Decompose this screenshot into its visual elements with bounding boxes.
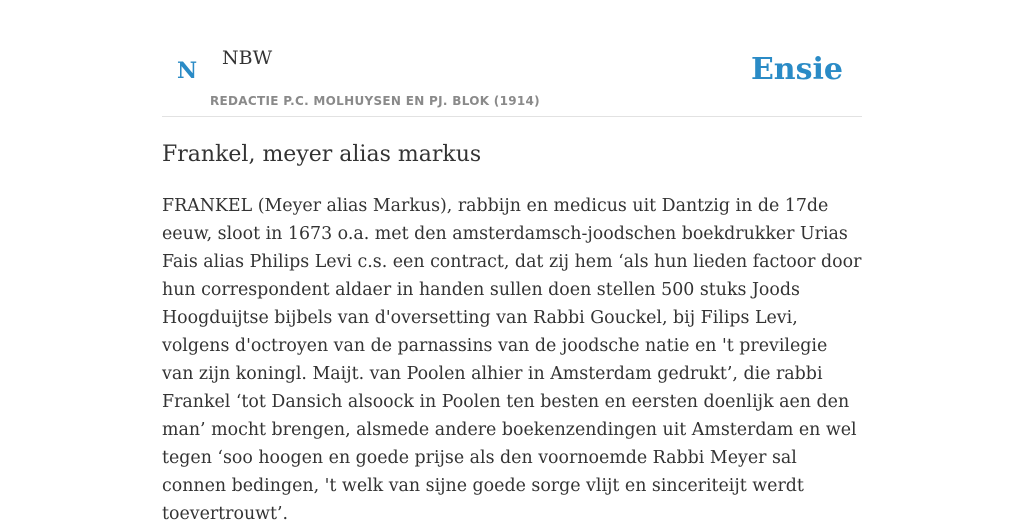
brand-logo[interactable]: Ensie (750, 52, 843, 87)
article-body: FRANKEL (Meyer alias Markus), rabbijn en medicus uit Dantzig in de 17de eeuw, sloot in 1673 o.a. met den amsterdamsch-joodschen boekdrukker Urias Fais alias Philips Levi c.s. een contract, dat zij hem ‘als hun lieden factoor door hun correspondent aldaer in handen sullen doen stellen 500 stuks Joods Hoogduijtse bijbels van d'oversetting van Rabbi Gouckel, bij Filips Levi, volgens d'octroyen van de parnassins van de joodsche natie en 't previlegie van zijn koningl. Maijt. van Poolen alhier in Amsterdam gedrukt’, die rabbi Frankel ‘tot Dansich alsoock in Poolen ten besten en eersten doenlijk aen den man’ mocht brengen, alsmede andere boekenzendingen uit Amsterdam en wel tegen ‘soo hoogen en goede prijse als den voornoemde Rabbi Meyer sal connen bedingen, 't welk van sijne goede sorge vlijt en sinceriteijt werdt toevertrouwt’. (162, 196, 862, 524)
source-credit: REDACTIE P.C. MOLHUYSEN EN PJ. BLOK (1914) (210, 94, 540, 108)
source-header (162, 0, 862, 117)
source-logo[interactable]: N (177, 58, 198, 84)
article-title: Frankel, meyer alias markus (162, 142, 482, 167)
source-name[interactable]: NBW (222, 47, 273, 69)
